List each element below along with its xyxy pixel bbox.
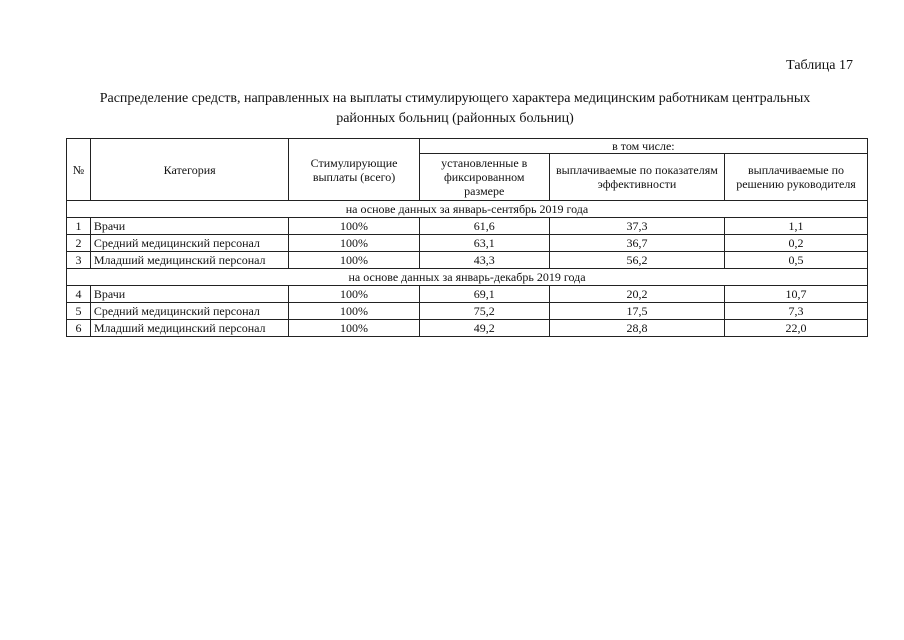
cell-director: 7,3 <box>725 303 868 320</box>
cell-num: 6 <box>67 320 91 337</box>
cell-fixed: 43,3 <box>419 252 549 269</box>
cell-kpi: 17,5 <box>549 303 724 320</box>
cell-kpi: 20,2 <box>549 286 724 303</box>
cell-fixed: 69,1 <box>419 286 549 303</box>
title-line-1: Распределение средств, направленных на выплаты стимулирующего характера медицинским работникам центральных <box>99 91 811 106</box>
cell-director: 1,1 <box>725 218 868 235</box>
cell-fixed: 63,1 <box>419 235 549 252</box>
cell-category: Младший медицинский персонал <box>90 320 289 337</box>
section-row <box>67 269 868 286</box>
cell-fixed: 75,2 <box>419 303 549 320</box>
cell-director: 0,2 <box>725 235 868 252</box>
cell-category: Врачи <box>90 286 289 303</box>
cell-fixed: 61,6 <box>419 218 549 235</box>
cell-num: 1 <box>67 218 91 235</box>
cell-category: Младший медицинский персонал <box>90 252 289 269</box>
cell-num: 2 <box>67 235 91 252</box>
header-total: Стимулирующие выплаты (всего) <box>289 139 419 201</box>
cell-total: 100% <box>289 218 419 235</box>
cell-fixed: 49,2 <box>419 320 549 337</box>
table-row <box>67 286 868 303</box>
cell-total: 100% <box>289 303 419 320</box>
cell-total: 100% <box>289 320 419 337</box>
table-row <box>67 252 868 269</box>
header-kpi: выплачиваемые по показателям эффективности <box>549 154 724 201</box>
cell-kpi: 56,2 <box>549 252 724 269</box>
table-row <box>67 218 868 235</box>
distribution-table <box>66 138 868 337</box>
table-row <box>67 235 868 252</box>
title-line-2: районных больниц (районных больниц) <box>336 111 574 126</box>
cell-category: Средний медицинский персонал <box>90 303 289 320</box>
table-row <box>67 320 868 337</box>
cell-num: 5 <box>67 303 91 320</box>
cell-category: Средний медицинский персонал <box>90 235 289 252</box>
header-row-top <box>67 139 868 154</box>
document-title <box>60 89 850 129</box>
header-category: Категория <box>90 139 289 201</box>
cell-kpi: 28,8 <box>549 320 724 337</box>
cell-total: 100% <box>289 235 419 252</box>
cell-director: 10,7 <box>725 286 868 303</box>
header-including: в том числе: <box>419 139 867 154</box>
table-row <box>67 303 868 320</box>
section-title: на основе данных за январь-сентябрь 2019 года <box>67 201 868 218</box>
cell-director: 0,5 <box>725 252 868 269</box>
header-fixed: установленные в фиксированном размере <box>419 154 549 201</box>
cell-kpi: 37,3 <box>549 218 724 235</box>
table-body <box>67 201 868 337</box>
cell-kpi: 36,7 <box>549 235 724 252</box>
cell-total: 100% <box>289 286 419 303</box>
section-title: на основе данных за январь-декабрь 2019 года <box>67 269 868 286</box>
cell-num: 4 <box>67 286 91 303</box>
header-director: выплачиваемые по решению руководителя <box>725 154 868 201</box>
cell-num: 3 <box>67 252 91 269</box>
cell-total: 100% <box>289 252 419 269</box>
cell-director: 22,0 <box>725 320 868 337</box>
section-row <box>67 201 868 218</box>
cell-category: Врачи <box>90 218 289 235</box>
table-label: Таблица 17 <box>786 58 853 73</box>
header-num: № <box>67 139 91 201</box>
